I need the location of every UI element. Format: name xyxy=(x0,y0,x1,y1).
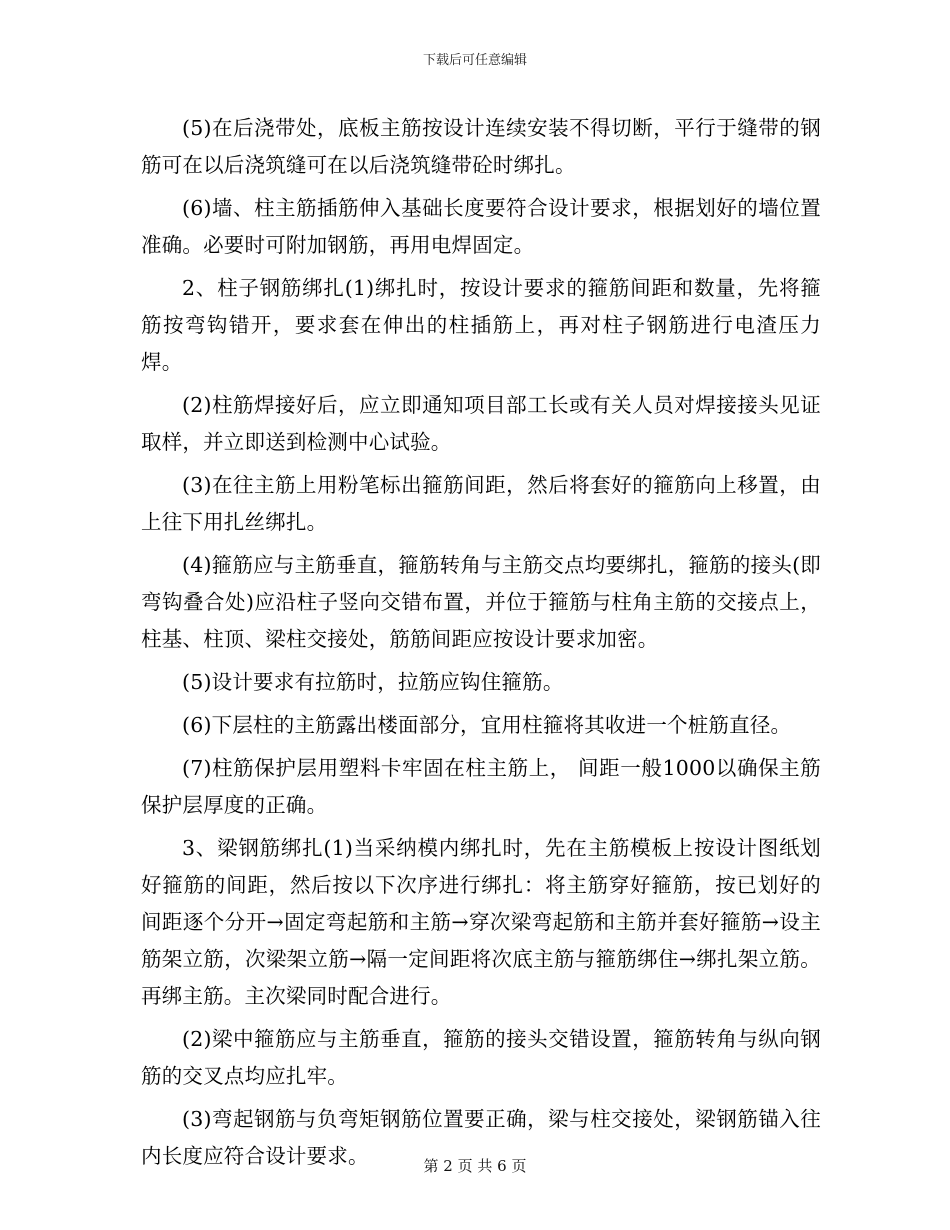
paragraph: (7)柱筋保护层用塑料卡牢固在柱主筋上， 间距一般1000以确保主筋保护层厚度的正确。 xyxy=(141,756,821,817)
document-body xyxy=(141,110,821,1181)
paragraph: (3)在往主筋上用粉笔标出箍筋间距，然后将套好的箍筋向上移置，由上往下用扎丝绑扎。 xyxy=(141,473,821,534)
paragraph: (2)柱筋焊接好后，应立即通知项目部工长或有关人员对焊接接头见证取样，并立即送到检测中心试验。 xyxy=(141,393,821,454)
paragraph: (5)在后浇带处，底板主筋按设计连续安装不得切断，平行于缝带的钢筋可在以后浇筑缝可在以后浇筑缝带砼时绑扎。 xyxy=(141,116,821,177)
paragraph: (2)梁中箍筋应与主筋垂直，箍筋的接头交错设置，箍筋转角与纵向钢筋的交叉点均应扎牢。 xyxy=(141,1027,821,1088)
paragraph: (5)设计要求有拉筋时，拉筋应钩住箍筋。 xyxy=(182,670,564,694)
paragraph: (6)墙、柱主筋插筋伸入基础长度要符合设计要求，根据划好的墙位置准确。必要时可附加钢筋，再用电焊固定。 xyxy=(141,196,821,257)
paragraph: 3、梁钢筋绑扎(1)当采纳模内绑扎时，先在主筋模板上按设计图纸划好箍筋的间距，然后按以下次序进行绑扎：将主筋穿好箍筋，按已划好的间距逐个分开→固定弯起筋和主筋→穿次梁弯起筋和主筋并套好箍筋→设主筋架立筋，次梁架立筋→隔一定间距将次底主筋与箍筋绑住→绑扎架立筋。再绑主筋。主次梁同时配合进行。 xyxy=(141,836,821,1008)
paragraph: 2、柱子钢筋绑扎(1)绑扎时，按设计要求的箍筋间距和数量，先将箍筋按弯钩错开，要求套在伸出的柱插筋上，再对柱子钢筋进行电渣压力焊。 xyxy=(141,276,821,374)
paragraph: (3)弯起钢筋与负弯矩钢筋位置要正确，梁与柱交接处，梁钢筋锚入往内长度应符合设计要求。 xyxy=(141,1107,821,1168)
page-number: 第 2 页 共 6 页 xyxy=(423,1157,527,1175)
paragraph: (4)箍筋应与主筋垂直，箍筋转角与主筋交点均要绑扎，箍筋的接头(即弯钩叠合处)应沿柱子竖向交错布置，并位于箍筋与柱角主筋的交接点上，柱基、柱顶、梁柱交接处，筋筋间距应按设计要求加密。 xyxy=(141,553,821,651)
paragraph: (6)下层柱的主筋露出楼面部分，宜用柱箍将其收进一个桩筋直径。 xyxy=(182,713,792,737)
page-header-note: 下载后可任意编辑 xyxy=(422,53,527,68)
